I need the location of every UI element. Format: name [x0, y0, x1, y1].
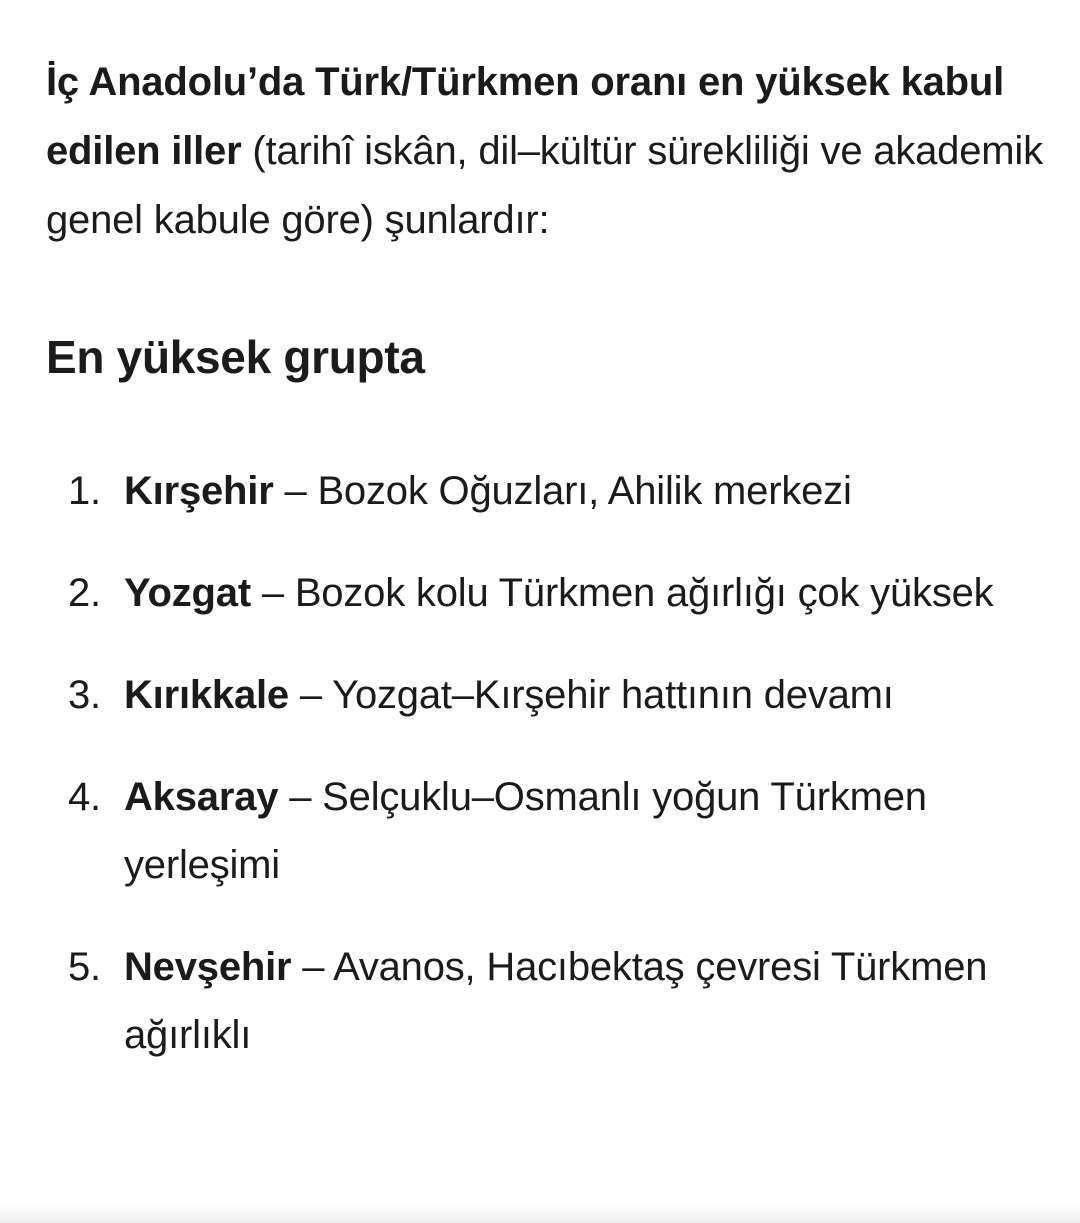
- list-item-number: 3.: [68, 673, 101, 717]
- section-heading: En yüksek grupta: [46, 331, 425, 383]
- separator: –: [273, 469, 318, 513]
- list-item-number: 4.: [68, 775, 101, 819]
- city-name: Aksaray: [124, 775, 279, 819]
- city-description: Avanos, Hacıbektaş çevresi Türkmen ağırlıklı: [124, 945, 988, 1057]
- list-item-number: 1.: [68, 469, 101, 513]
- intro-paragraph: [46, 48, 1050, 255]
- bottom-edge-shadow: [0, 1205, 1080, 1223]
- intro-bold-text: İç Anadolu’da Türk/Türkmen oranı en yüksek kabul edilen iller: [46, 60, 1005, 173]
- city-name: Kırıkkale: [124, 673, 289, 717]
- city-description: Bozok kolu Türkmen ağırlığı çok yüksek: [294, 571, 994, 615]
- city-name: Yozgat: [124, 571, 251, 615]
- list-item-number: 2.: [68, 571, 101, 615]
- list-item: [46, 457, 1050, 525]
- list-item: [46, 661, 1050, 729]
- city-description: Yozgat–Kırşehir hattının devamı: [332, 673, 894, 717]
- list-item: [46, 763, 1050, 899]
- city-description: Bozok Oğuzları, Ahilik merkezi: [317, 469, 852, 513]
- separator: –: [250, 571, 295, 615]
- list-item-number: 5.: [68, 945, 101, 989]
- list-item: [46, 559, 1050, 627]
- city-name: Nevşehir: [124, 945, 292, 989]
- city-description: Selçuklu–Osmanlı yoğun Türkmen yerleşimi: [124, 775, 927, 887]
- intro-rest-text: (tarihî iskân, dil–kültür sürekliliği ve akademik genel kabule göre) şunlardır:: [46, 129, 1043, 242]
- separator: –: [278, 775, 323, 819]
- city-list: [46, 457, 1050, 1069]
- city-name: Kırşehir: [124, 469, 274, 513]
- separator: –: [288, 673, 333, 717]
- list-item: [46, 933, 1050, 1069]
- separator: –: [291, 945, 334, 989]
